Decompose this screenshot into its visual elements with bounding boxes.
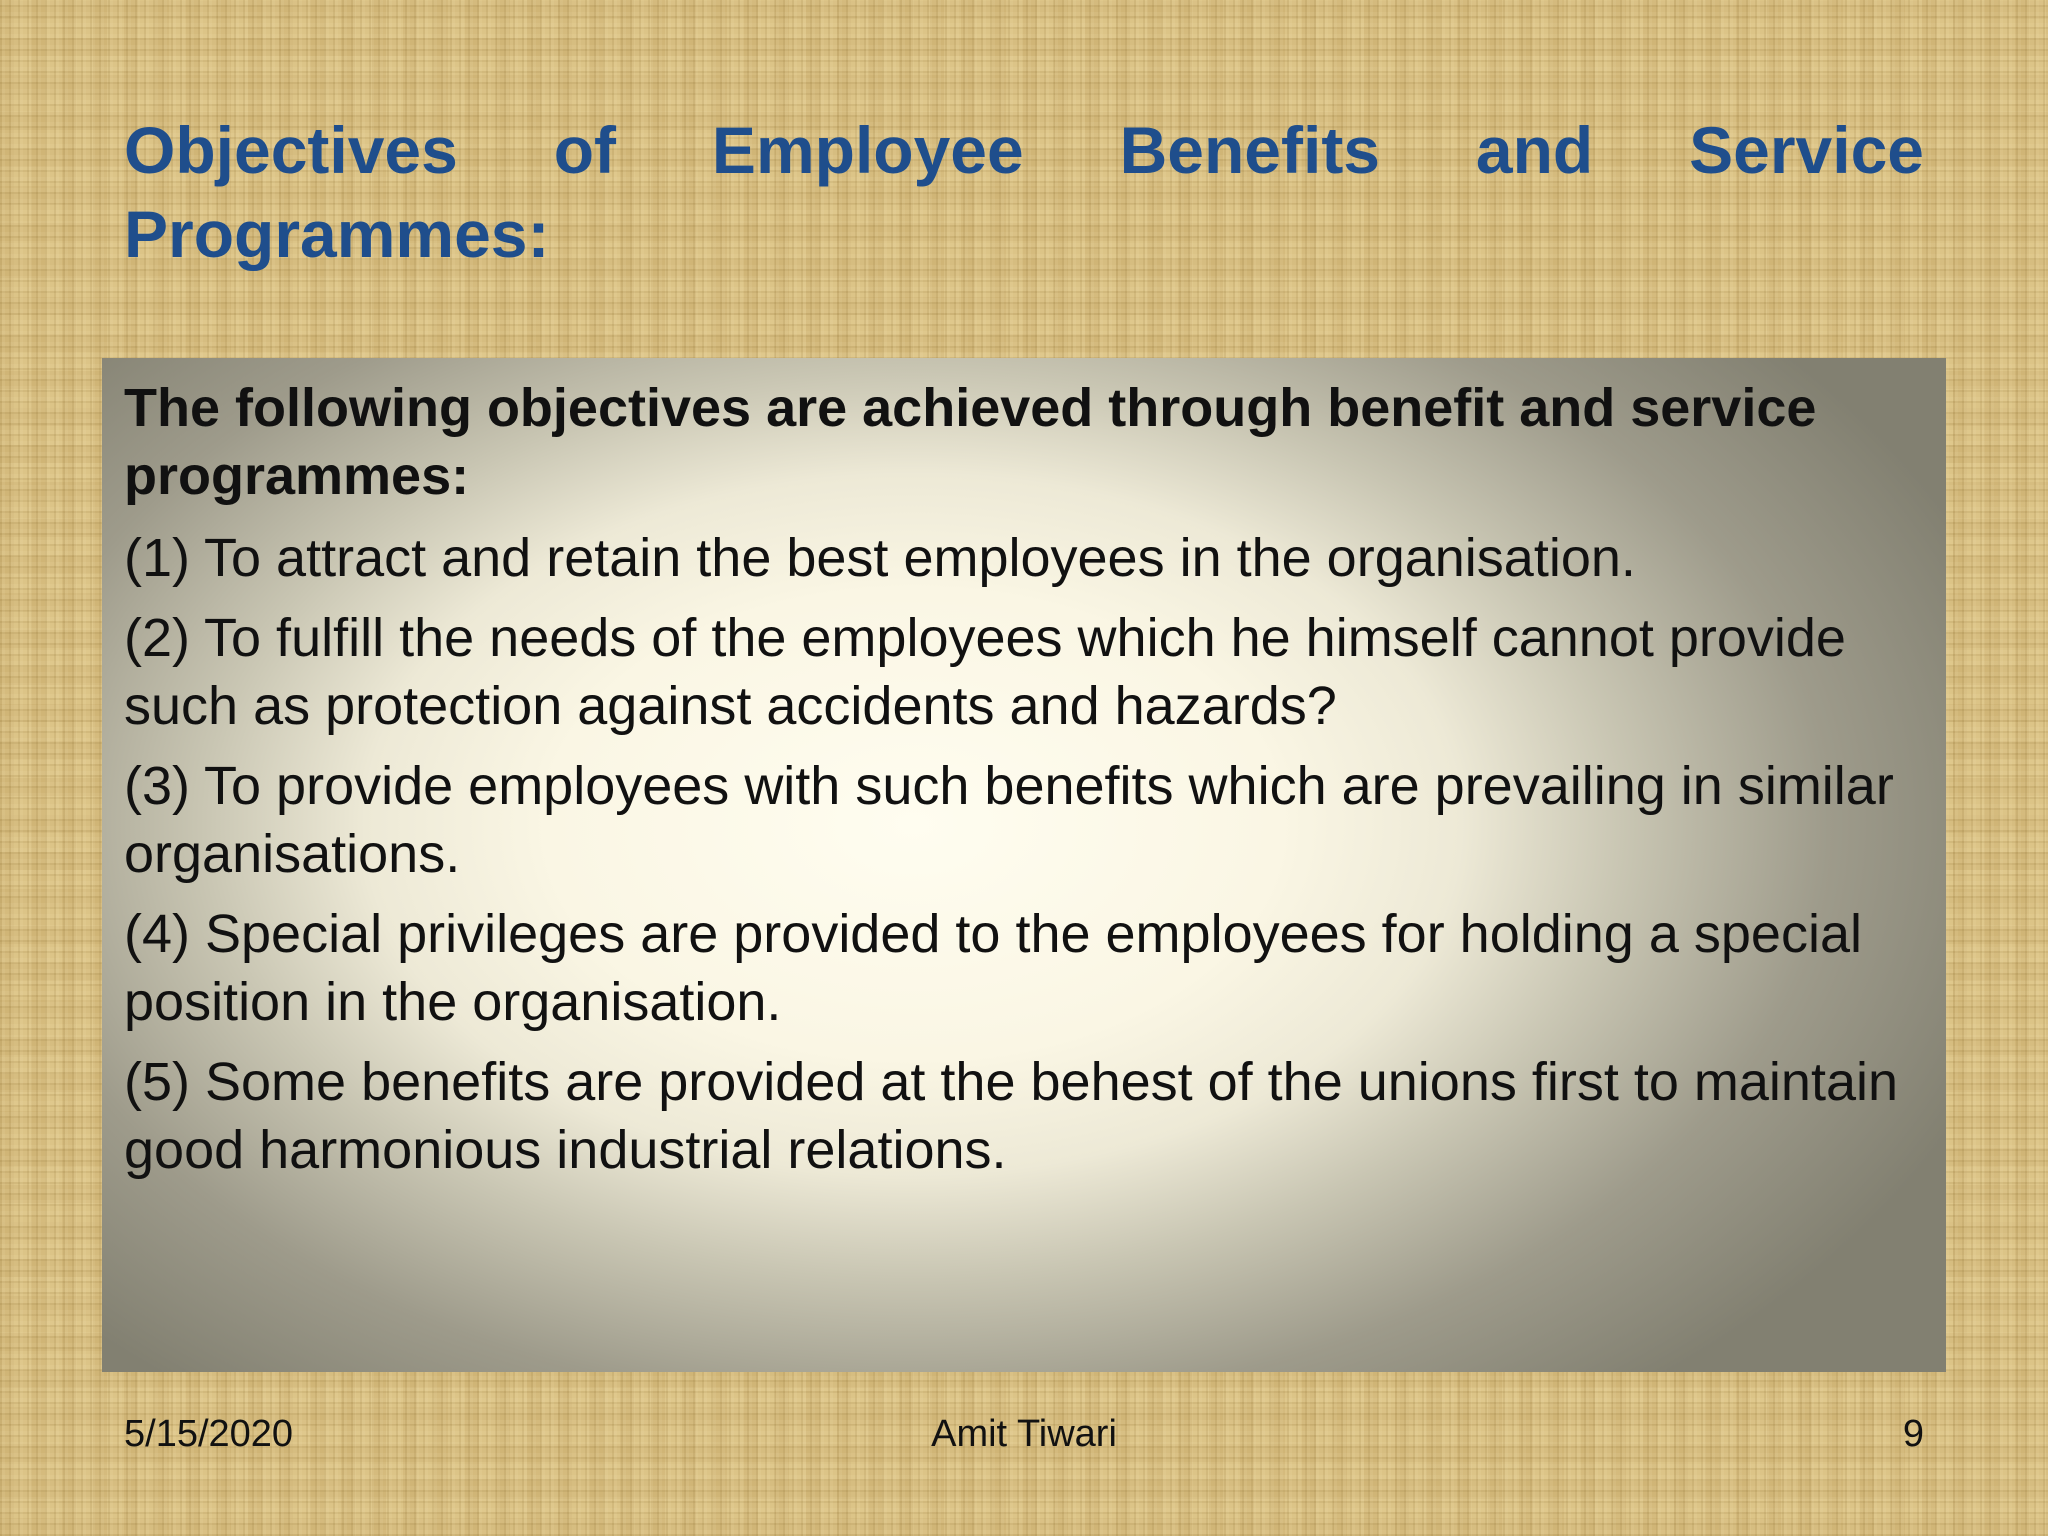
footer-author: Amit Tiwari (931, 1413, 1117, 1455)
footer-date: 5/15/2020 (124, 1413, 294, 1455)
objective-item-2: (2) To fulfill the needs of the employees which he himself cannot provide such as protection against accidents and hazards? (124, 608, 1846, 736)
objective-item-5: (5) Some benefits are provided at the behest of the unions first to maintain good harmonious industrial relations. (124, 1052, 1899, 1180)
slide-title: Objectives of Employee Benefits and Service Programmes: (124, 113, 1924, 271)
objective-item-4: (4) Special privileges are provided to the employees for holding a special position in the organisation. (124, 904, 1862, 1032)
slide-number: 9 (1902, 1413, 1924, 1455)
objective-item-3: (3) To provide employees with such benefits which are prevailing in similar organisations. (124, 756, 1894, 884)
intro-text: The following objectives are achieved through benefit and service programmes: (124, 378, 1817, 506)
objective-item-1: (1) To attract and retain the best employees in the organisation. (124, 528, 1636, 588)
content-panel (102, 358, 1946, 1372)
